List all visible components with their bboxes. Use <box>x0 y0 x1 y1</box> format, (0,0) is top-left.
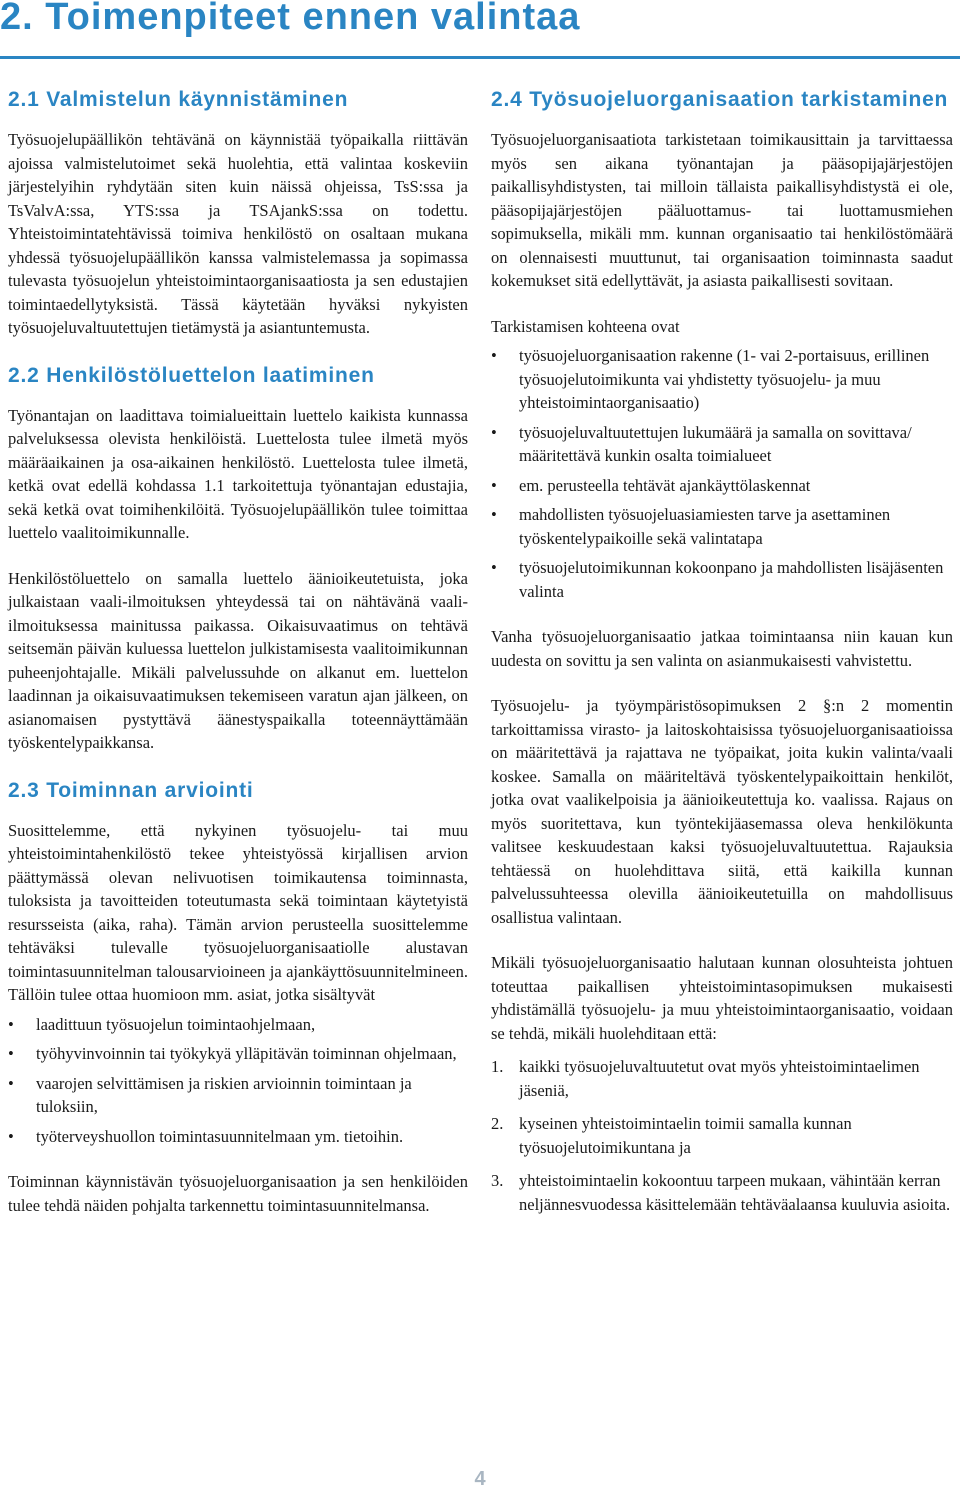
bullet-icon: • <box>491 475 497 495</box>
list-item <box>491 1112 953 1159</box>
list-item-text: yhteistoimintaelin kokoontuu tarpeen mukaan, vähintään kerran neljännesvuodessa käsittelemään tehtäväalaansa kuuluvia asioita. <box>519 1171 951 1214</box>
section-2-4-bullet-list <box>491 344 953 603</box>
section-2-3-paragraph-1: Suosittelemme, että nykyinen työsuojelu- tai muu yhteistoimintahenkilöstö tekee yhteistyössä kirjallisen arvion päättymässä olevan nelivuotisen toimikautensa toiminnasta, tuloksista ja tavoitteiden toteutumasta sekä toimintaan käytetyistä resursseista (aika, raha). Tämän arvion perusteella suosittelemme tehtäväksi tulevalle työsuojeluorganisaatiolle alustavan toimintasuunnitelman talousarvioineen ja ajankäyttösuunnitelmineen. Tällöin tulee ottaa huomioon mm. asiat, jotka sisältyvät <box>8 820 468 1004</box>
bullet-icon: • <box>491 505 497 524</box>
section-2-1-paragraph: Työsuojelupäällikön tehtävänä on käynnistää työpaikalla riittävän ajoissa valmistelutoimet sekä huolehtia, että valintaa koskeviin järjestelyihin ryhdytään siten kuin näissä ohjeissa, TsS:ssa ja TsValvA:ssa, YTS:ssa ja TSAjankS:ssa on todettu. Yhteistoimintatehtävissä toimiva henkilöstö on osaltaan mukana yhdessä työsuojelupäällikön kanssa valmistelemassa ja sopimassa tulevasta työsuojelun yhteistoimintaorganisaatiosta ja sen edustajien toimintaedellytyksistä. Tässä käytetään hyväksi nykyisten työsuojeluvaltuutettujen tietämystä ja asiantuntemusta. <box>8 130 468 337</box>
section-2-4-paragraph-4: Työsuojelu- ja työympäristösopimuksen 2 §:n 2 momentin tarkoittamissa virasto- ja laitoskohtaisissa työsuojeluorganisaatioissa on määritettävä ja rajattava ne työpaikat, joita kukin valinta/vaali koskee. Samalla on määriteltävä työskentelypaikoittain henkilöt, jotka ovat vaalikelpoisia ja äänioikeutettuja ko. vaalissa. Rajaus on myös suoritettava, kun työntekijäasemassa oleva henkilökunta valitsee keskuudestaan kaksi työsuojeluvaltuutettua. Rajauksia tehtäessä on huolehdittava siitä, että kaikilla kunnan palvelussuhteessa olevilla äänioikeutetuilla on mahdollisuus osallistua valintaan. <box>491 696 953 927</box>
list-item-text: mahdollisten työsuojeluasiamiesten tarve ja asettaminen työskentelypaikoille sekä valintatapa <box>519 505 891 548</box>
bullet-icon: • <box>8 1044 14 1063</box>
section-2-4-heading: 2.4 Työsuojeluorganisaation tarkistaminen <box>491 88 949 111</box>
list-item <box>8 1072 468 1119</box>
list-item-text: vaarojen selvittämisen ja riskien arvioinnin toimintaan ja tuloksiin, <box>36 1073 412 1116</box>
list-item-text: työhyvinvoinnin tai työkykyä ylläpitävän toiminnan ohjelmaan, <box>36 1044 457 1063</box>
list-item <box>8 1042 468 1066</box>
bullet-icon: • <box>8 1073 14 1093</box>
section-2-2-heading: 2.2 Henkilöstöluettelon laatiminen <box>8 363 375 387</box>
list-item <box>491 421 953 468</box>
list-item <box>491 1169 953 1216</box>
list-item-text: kyseinen yhteistoimintaelin toimii samalla kunnan työsuojelutoimikuntana ja <box>519 1114 852 1157</box>
list-item-text: kaikki työsuojeluvaltuutetut ovat myös yhteistoimintaelimen jäseniä, <box>519 1057 920 1100</box>
bullet-icon: • <box>8 1014 14 1034</box>
list-item-text: työsuojelutoimikunnan kokoonpano ja mahdollisten lisäjäsenten valinta <box>519 558 944 601</box>
section-2-3-paragraph-2: Toiminnan käynnistävän työsuojeluorganisaation ja sen henkilöiden tulee tehdä näiden pohjalta tarkennettu toimintasuunnitelmansa. <box>8 1172 468 1215</box>
list-item <box>8 1125 468 1149</box>
title-rule <box>0 56 960 59</box>
bullet-icon: • <box>491 346 497 365</box>
bullet-icon: • <box>491 558 497 577</box>
section-2-4-paragraph-1: Työsuojeluorganisaatiota tarkistetaan toimikausittain ja tarvittaessa myös sen aikana työnantajan ja pääsopijajärjestöjen paikallisyhdistysten, tai milloin tällaista paikallisyhdistystä ei ole, pääsopijajärjestöjen pääluottamus- tai luottamusmiehen sopimuksella, mikäli mm. kunnan organisaatio tai henkilöstömäärä on olennaisesti muuttunut, tai organisaation toiminnasta saadut kokemukset sitä edellyttävät, ja asiasta paikallisesti sovitaan. <box>491 130 953 290</box>
list-item-text: em. perusteella tehtävät ajankäyttölaskennat <box>519 475 811 495</box>
list-item-text: laadittuun työsuojelun toimintaohjelmaan, <box>36 1014 316 1034</box>
list-item <box>491 556 953 603</box>
page-title: 2. Toimenpiteet ennen valintaa <box>0 0 581 38</box>
list-item <box>491 1055 953 1102</box>
section-2-4-paragraph-2: Tarkistamisen kohteena ovat <box>491 316 680 336</box>
section-2-4-numbered-list <box>491 1055 953 1216</box>
list-number: 3. <box>491 1171 504 1190</box>
section-2-4-paragraph-3: Vanha työsuojeluorganisaatio jatkaa toimintaansa niin kauan kun uudesta on sovittu ja sen valinta on asianmukaisesti vahvistettu. <box>491 627 953 670</box>
left-column <box>8 86 468 1239</box>
list-item-text: työterveyshuollon toimintasuunnitelmaan ym. tietoihin. <box>36 1126 404 1146</box>
bullet-icon: • <box>8 1126 14 1146</box>
list-item <box>491 474 953 498</box>
page-number: 4 <box>474 1468 486 1490</box>
section-2-2-paragraph-1: Työnantajan on laadittava toimialueittain luettelo kaikista kunnassa palveluksessa olevista henkilöistä. Luettelosta tulee ilmetä myös määräaikainen ja osa-aikainen henkilöstö. Luettelosta tulee ilmetä, ketkä ovat edellä kohdassa 1.1 tarkoitettuja työnantajan edustajia, sekä ketkä ovat toimihenkilöitä. Työsuojelupäällikön tulee toimittaa luettelo vaalitoimikunnalle. <box>8 405 468 542</box>
section-2-4-paragraph-5: Mikäli työsuojeluorganisaatio halutaan kunnan olosuhteista johtuen toteuttaa paikallisen yhteistoimintasopimuksen mukaisesti yhdistämällä työsuojelu- ja muu yhteistoimintaorganisaatio, voidaan se tehdä, mikäli huolehditaan että: <box>491 953 953 1043</box>
list-item <box>8 1013 468 1037</box>
section-2-1-heading: 2.1 Valmistelun käynnistäminen <box>8 88 349 111</box>
list-item <box>491 503 953 550</box>
list-item-text: työsuojeluvaltuutettujen lukumäärä ja samalla on sovittava/ määritettävä kunkin osalta toimialueet <box>519 422 912 465</box>
section-2-3-bullet-list <box>8 1013 468 1149</box>
right-column <box>491 86 953 1226</box>
list-item-text: työsuojeluorganisaation rakenne (1- vai 2-portaisuus, erillinen työsuojelutoimikunta vai yhdistetty työsuojelu- ja muu yhteistoimintaorganisaatio) <box>519 346 930 412</box>
section-2-3-heading: 2.3 Toiminnan arviointi <box>8 778 254 802</box>
section-2-2-paragraph-2: Henkilöstöluettelo on samalla luettelo äänioikeutetuista, joka julkaistaan vaali-ilmoituksen yhteydessä tai on nähtävänä vaali-ilmoituksessa mainitussa paikassa. Oikaisuvaatimus on tehtävä seitsemän päivän kuluessa luettelon julkistamisesta vaalitoimikunnan puheenjohtajalle. Mikäli palvelussuhde on alkanut em. luettelon laadinnan ja oikaisuvaatimuksen tekemiseen varatun ajan jälkeen, on asianomaisen pystyttävä äänestyspaikalla toteennäyttämään työskentelypaikkansa. <box>8 568 468 752</box>
list-number: 2. <box>491 1114 504 1133</box>
list-item <box>491 344 953 415</box>
bullet-icon: • <box>491 422 497 442</box>
list-number: 1. <box>491 1057 504 1076</box>
